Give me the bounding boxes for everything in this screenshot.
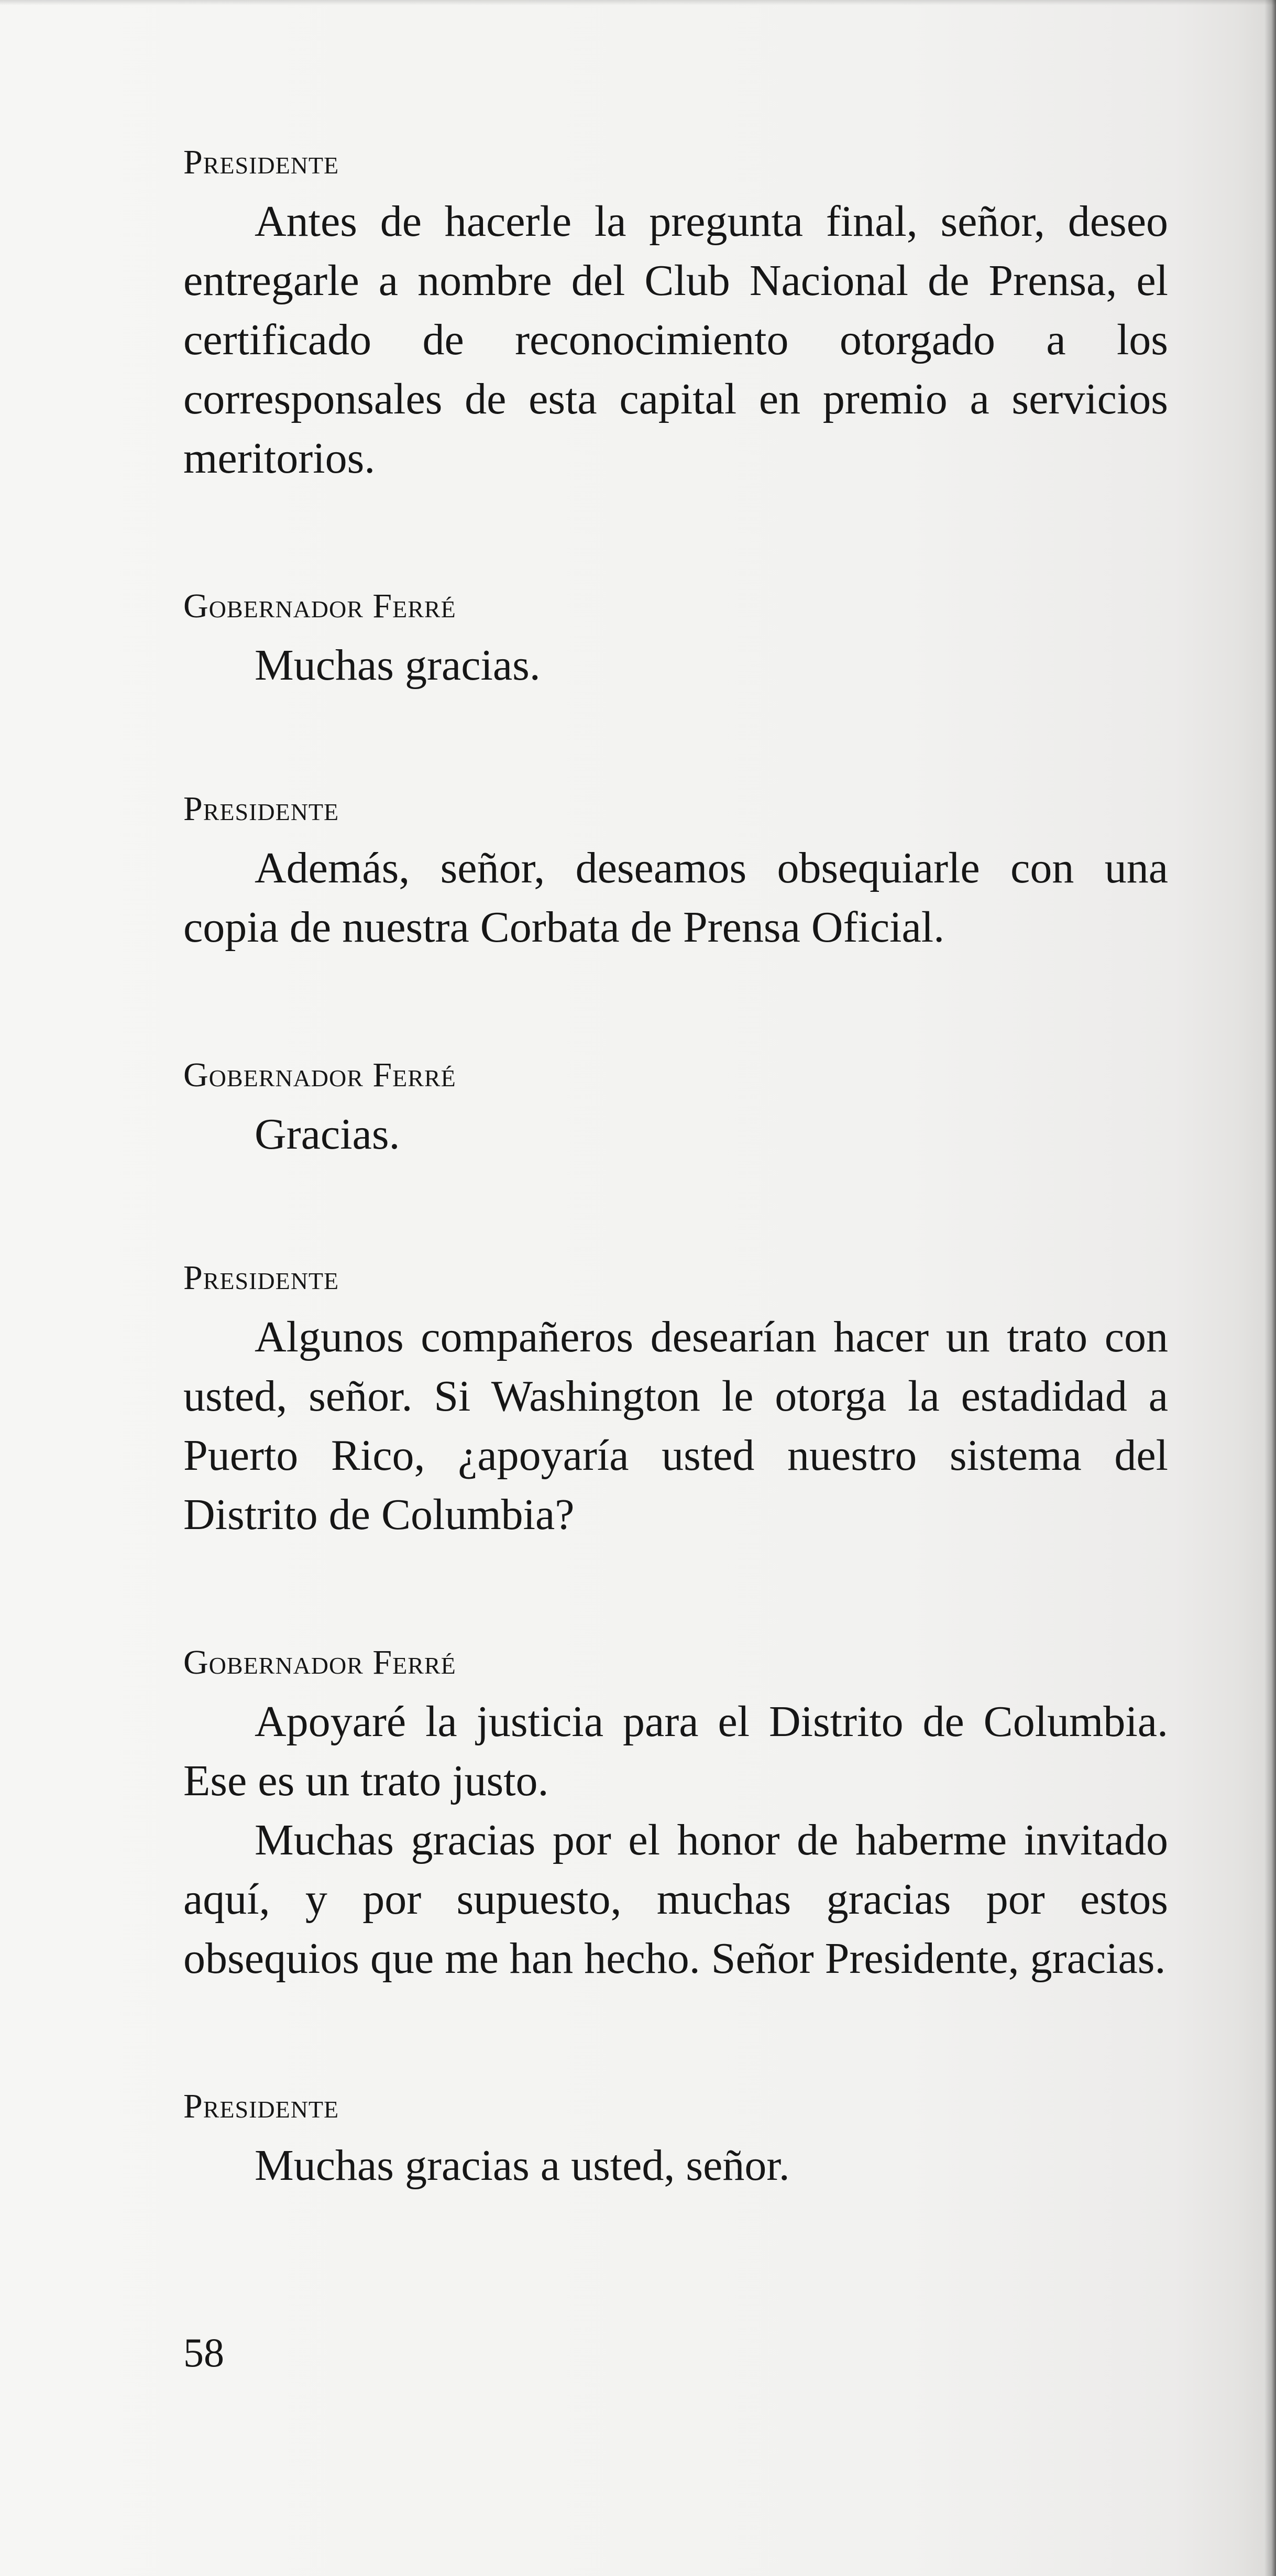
top-edge-shadow	[0, 0, 1276, 5]
dialogue-entry-3	[183, 783, 1168, 957]
speaker-name: Gobernador Ferré	[183, 1643, 456, 1682]
speaker-name: Presidente	[183, 790, 339, 828]
speaker-name: Presidente	[183, 1259, 339, 1297]
speech-paragraph: Gracias.	[255, 1110, 400, 1159]
speaker-name: Presidente	[183, 2087, 339, 2125]
dialogue-entry-4	[183, 1049, 1168, 1164]
page-number: 58	[183, 2330, 224, 2375]
page-edge-shadow	[1264, 0, 1276, 2576]
speech-paragraph: Antes de hacerle la pregunta final, señor, deseo entregarle a nombre del Club Nacional de Prensa, el certificado de reconocimiento otorgado a los corresponsales de esta capital en premio a servicios meritorios.	[183, 197, 1168, 483]
dialogue-entry-7	[183, 2080, 1168, 2195]
speaker-name: Gobernador Ferré	[183, 587, 456, 625]
speech-paragraph: Además, señor, deseamos obsequiarle con una copia de nuestra Corbata de Prensa Oficial.	[183, 844, 1168, 952]
dialogue-entry-1	[183, 136, 1168, 488]
speech-paragraph: Muchas gracias.	[255, 641, 541, 690]
speech-paragraph: Muchas gracias a usted, señor.	[255, 2141, 790, 2190]
speech-paragraph: Muchas gracias por el honor de haberme invitado aquí, y por supuesto, muchas gracias por estos obsequios que me han hecho. Señor Presidente, gracias.	[183, 1816, 1168, 1983]
dialogue-entry-6	[183, 1636, 1168, 1988]
speaker-name: Gobernador Ferré	[183, 1056, 456, 1094]
speaker-name: Presidente	[183, 143, 339, 181]
dialogue-entry-5	[183, 1252, 1168, 1544]
speech-paragraph: Apoyaré la justicia para el Distrito de Columbia. Ese es un trato justo.	[183, 1697, 1168, 1805]
dialogue-entry-2	[183, 580, 1168, 695]
dialogue-text	[183, 136, 1168, 2195]
speech-paragraph: Algunos compañeros desearían hacer un trato con usted, señor. Si Washington le otorga la estadidad a Puerto Rico, ¿apoyaría usted nuestro sistema del Distrito de Columbia?	[183, 1313, 1168, 1539]
